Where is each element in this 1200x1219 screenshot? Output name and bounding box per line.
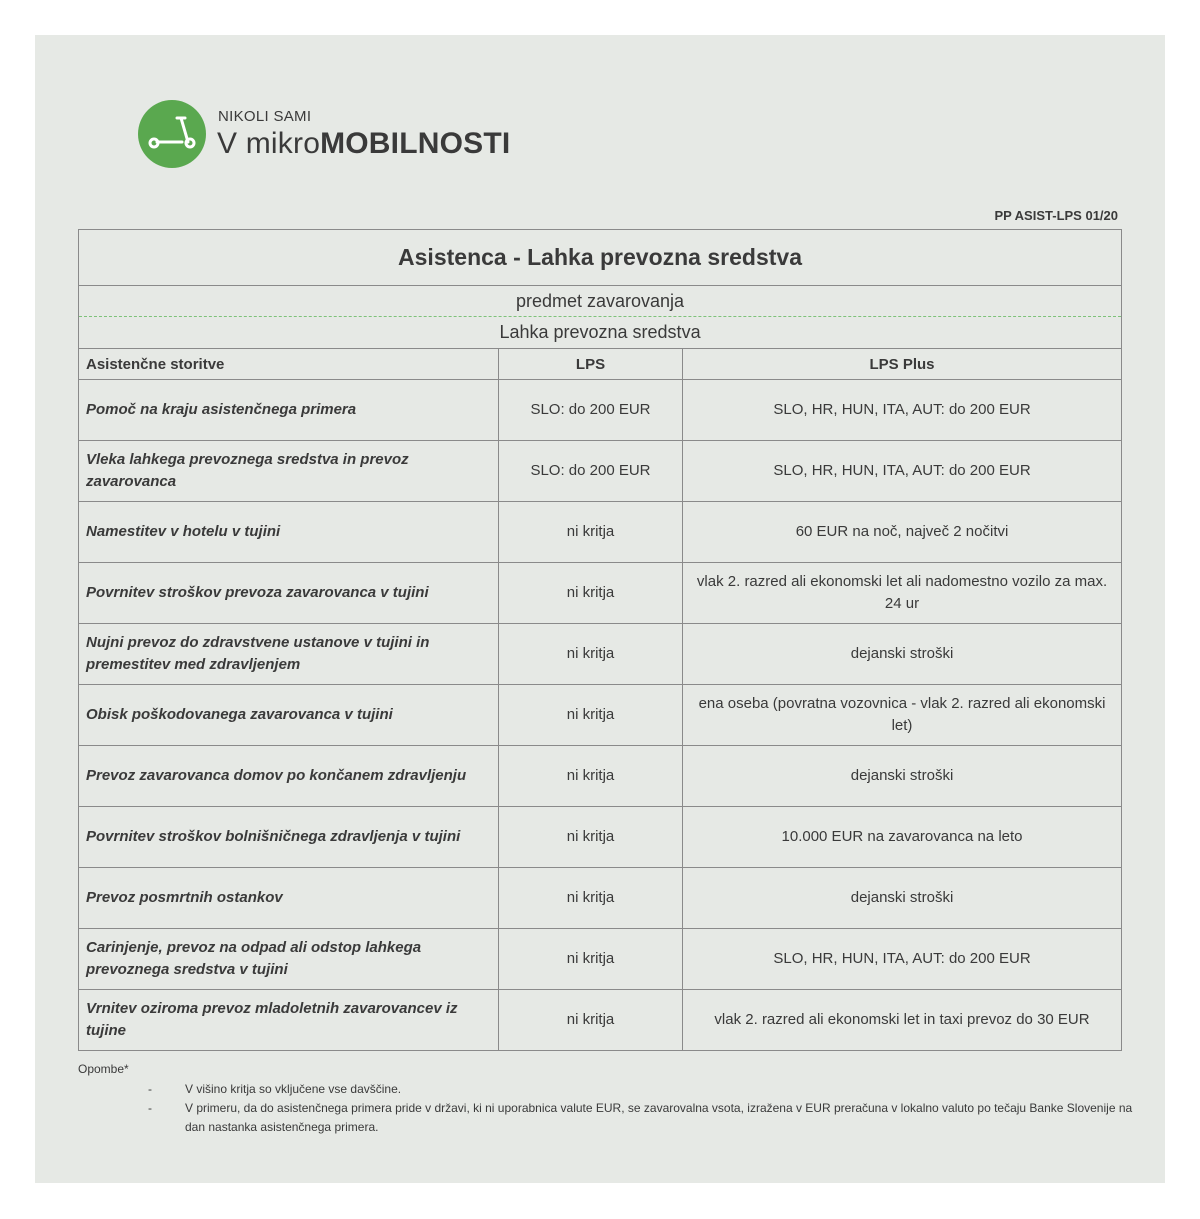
table-row [79,502,1122,563]
lps-plus-value: dejanski stroški [683,624,1122,685]
note-dash: - [148,1101,152,1115]
brand-name-prefix: V mikro [217,127,321,160]
scooter-icon [138,100,206,168]
lps-value: SLO: do 200 EUR [499,441,683,502]
note-text: V višino kritja so vključene vse davščine. [185,1082,402,1096]
table-row [79,685,1122,746]
lps-plus-value: SLO, HR, HUN, ITA, AUT: do 200 EUR [683,380,1122,441]
logo [138,100,206,168]
lps-value: ni kritja [499,807,683,868]
table-row [79,746,1122,807]
note-text: V primeru, da do asistenčnega primera pride v državi, ki ni uporabnica valute EUR, se zavarovalna vsota, izražena v EUR preračuna v lokalno valuto po tečaju Banke Slovenije na dan nastanka asistenčnega primera. [185,1101,1133,1134]
lps-plus-value: dejanski stroški [683,868,1122,929]
service-name: Povrnitev stroškov prevoza zavarovanca v tujini [79,563,499,624]
brand-name [217,127,510,161]
notes-title: Opombe* [78,1062,129,1076]
subject-label: predmet zavarovanja [79,286,1121,317]
table-title: Asistenca - Lahka prevozna sredstva [79,230,1122,286]
lps-value: ni kritja [499,563,683,624]
table-row [79,807,1122,868]
lps-value: ni kritja [499,502,683,563]
lps-plus-value: 60 EUR na noč, največ 2 nočitvi [683,502,1122,563]
table-row [79,441,1122,502]
service-name: Prevoz posmrtnih ostankov [79,868,499,929]
header-lps-plus: LPS Plus [683,349,1122,380]
lps-value: ni kritja [499,868,683,929]
lps-plus-value: SLO, HR, HUN, ITA, AUT: do 200 EUR [683,929,1122,990]
service-name: Nujni prevoz do zdravstvene ustanove v tujini in premestitev med zdravljenjem [79,624,499,685]
lps-plus-value: vlak 2. razred ali ekonomski let in taxi prevoz do 30 EUR [683,990,1122,1051]
table-row [79,624,1122,685]
table-row [79,380,1122,441]
table-row [79,563,1122,624]
service-name: Pomoč na kraju asistenčnega primera [79,380,499,441]
lps-plus-value: ena oseba (povratna vozovnica - vlak 2. razred ali ekonomski let) [683,685,1122,746]
coverage-table [78,229,1122,1051]
lps-plus-value: dejanski stroški [683,746,1122,807]
brand-name-suffix: MOBILNOSTI [320,127,511,160]
document-code: PP ASIST-LPS 01/20 [994,208,1118,223]
lps-value: ni kritja [499,746,683,807]
table-row [79,868,1122,929]
table-row [79,990,1122,1051]
document-sheet [35,35,1165,1183]
lps-value: ni kritja [499,685,683,746]
lps-plus-value: SLO, HR, HUN, ITA, AUT: do 200 EUR [683,441,1122,502]
brand-tagline: NIKOLI SAMI [218,108,312,125]
header-lps: LPS [499,349,683,380]
lps-value: ni kritja [499,624,683,685]
service-name: Vrnitev oziroma prevoz mladoletnih zavarovancev iz tujine [79,990,499,1051]
lps-value: ni kritja [499,929,683,990]
service-name: Namestitev v hotelu v tujini [79,502,499,563]
table-row [79,929,1122,990]
service-name: Vleka lahkega prevoznega sredstva in prevoz zavarovanca [79,441,499,502]
note-item [148,1099,1135,1137]
service-name: Povrnitev stroškov bolnišničnega zdravljenja v tujini [79,807,499,868]
lps-value: ni kritja [499,990,683,1051]
subject-value: Lahka prevozna sredstva [499,322,701,342]
service-name: Carinjenje, prevoz na odpad ali odstop lahkega prevoznega sredstva v tujini [79,929,499,990]
lps-plus-value: 10.000 EUR na zavarovanca na leto [683,807,1122,868]
service-name: Prevoz zavarovanca domov po končanem zdravljenju [79,746,499,807]
subject-section [79,286,1122,349]
note-item [148,1080,1135,1099]
service-name: Obisk poškodovanega zavarovanca v tujini [79,685,499,746]
header-services: Asistenčne storitve [79,349,499,380]
note-dash: - [148,1082,152,1096]
lps-value: SLO: do 200 EUR [499,380,683,441]
table-header-row [79,349,1122,380]
lps-plus-value: vlak 2. razred ali ekonomski let ali nadomestno vozilo za max. 24 ur [683,563,1122,624]
